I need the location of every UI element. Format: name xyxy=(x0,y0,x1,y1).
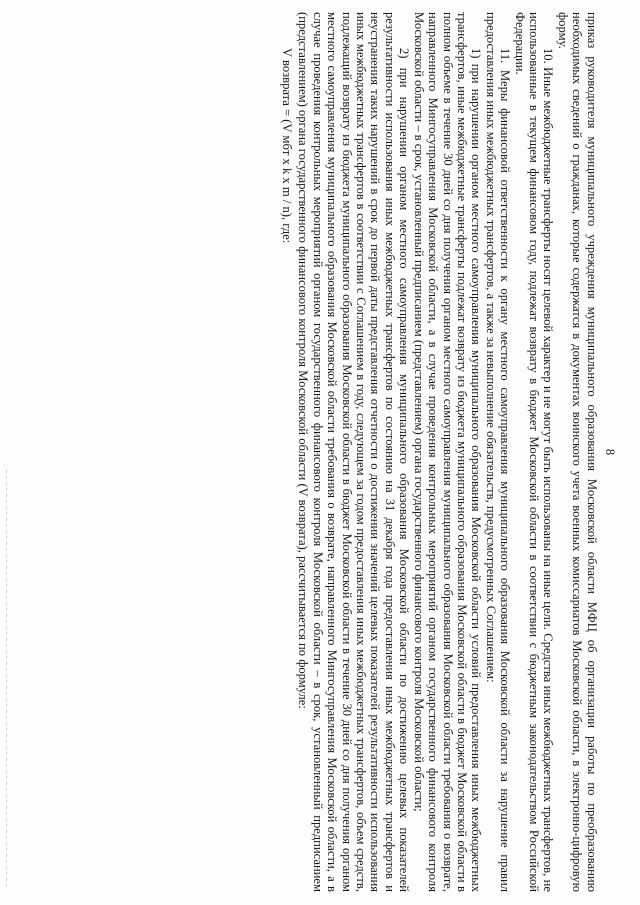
page-number: 8 xyxy=(603,448,617,456)
paragraph-11: 11. Меры финансовой ответственности к органу местного самоуправления муниципального образования Московской области за нарушение правил предоставления иных межбюджетных трансфертов, а также за невыполнение обязательств, предусмотренных Соглашением: xyxy=(483,12,513,892)
paragraph-10: 10. Иные межбюджетные трансферты носят целевой характер и не могут быть использованы на иные цели. Средства иных межбюджетных трансфертов, не использованные в текущем финансовом году, подлежат возврату в бюджет Московской области в соответствии с бюджетным законодательством Российской Федерации. xyxy=(512,12,556,892)
scan-artifact xyxy=(6,470,7,890)
paragraph-11-item-2: 2) при нарушении органом местного самоуправления муниципального образования Московской области по достижению целевых показателей результативности использования иных межбюджетных трансфертов по состоянию на 31 декабря года предоставления иных межбюджетных трансфертов и неустранения таких нарушений в срок до первой даты представления отчетности о достижении значений целевых показателей результативности использования иных межбюджетных трансфертов в соответствии с Соглашением в году, следующем за годом предоставления иных межбюджетных трансфертов, объем средств, подлежащий возврату из бюджета муниципального образования Московской области в бюджет Московской области в течение 30 дней со дня получения органом местного самоуправления муниципального образования Московской области требования о возврате, направленного Мингосуправления Московской области, а в случае проведения контрольных мероприятий органом государственного финансового контроля Московской области – в срок, установленный предписанием (представлением) органа государственного финансового контроля Московской области (V возврата), рассчитывается по формуле: xyxy=(296,12,412,892)
formula-line: V возврата = (V мбт x k x m / n), где: xyxy=(280,48,295,244)
rotated-text-block xyxy=(32,12,617,892)
paragraph-11-item-1: 1) при нарушении органом местного самоуправления муниципального образования Московской области условий предоставления иных межбюджетных трансфертов, иные межбюджетные трансферты подлежат возврату из бюджета муниципального образования Московской области в бюджет Московской области в полном объеме в течение 30 дней со дня получения органом местного самоуправления муниципального образования Московской области требования о возврате, направленного Мингосуправления Московской области, а в случае проведения контрольных мероприятий органом государственного финансового контроля Московской области – в срок, установленный предписанием (представлением) органа государственного финансового контроля Московской области; xyxy=(411,12,484,892)
paragraph-intro: приказ руководителя муниципального учреждения муниципального образования Московской области МФЦ об организации работы по преобразованию необходимых сведений о гражданах, которые содержатся в документах воинского учета военных комиссариатов Московской области, в электронно-цифровую форму. xyxy=(555,12,599,892)
